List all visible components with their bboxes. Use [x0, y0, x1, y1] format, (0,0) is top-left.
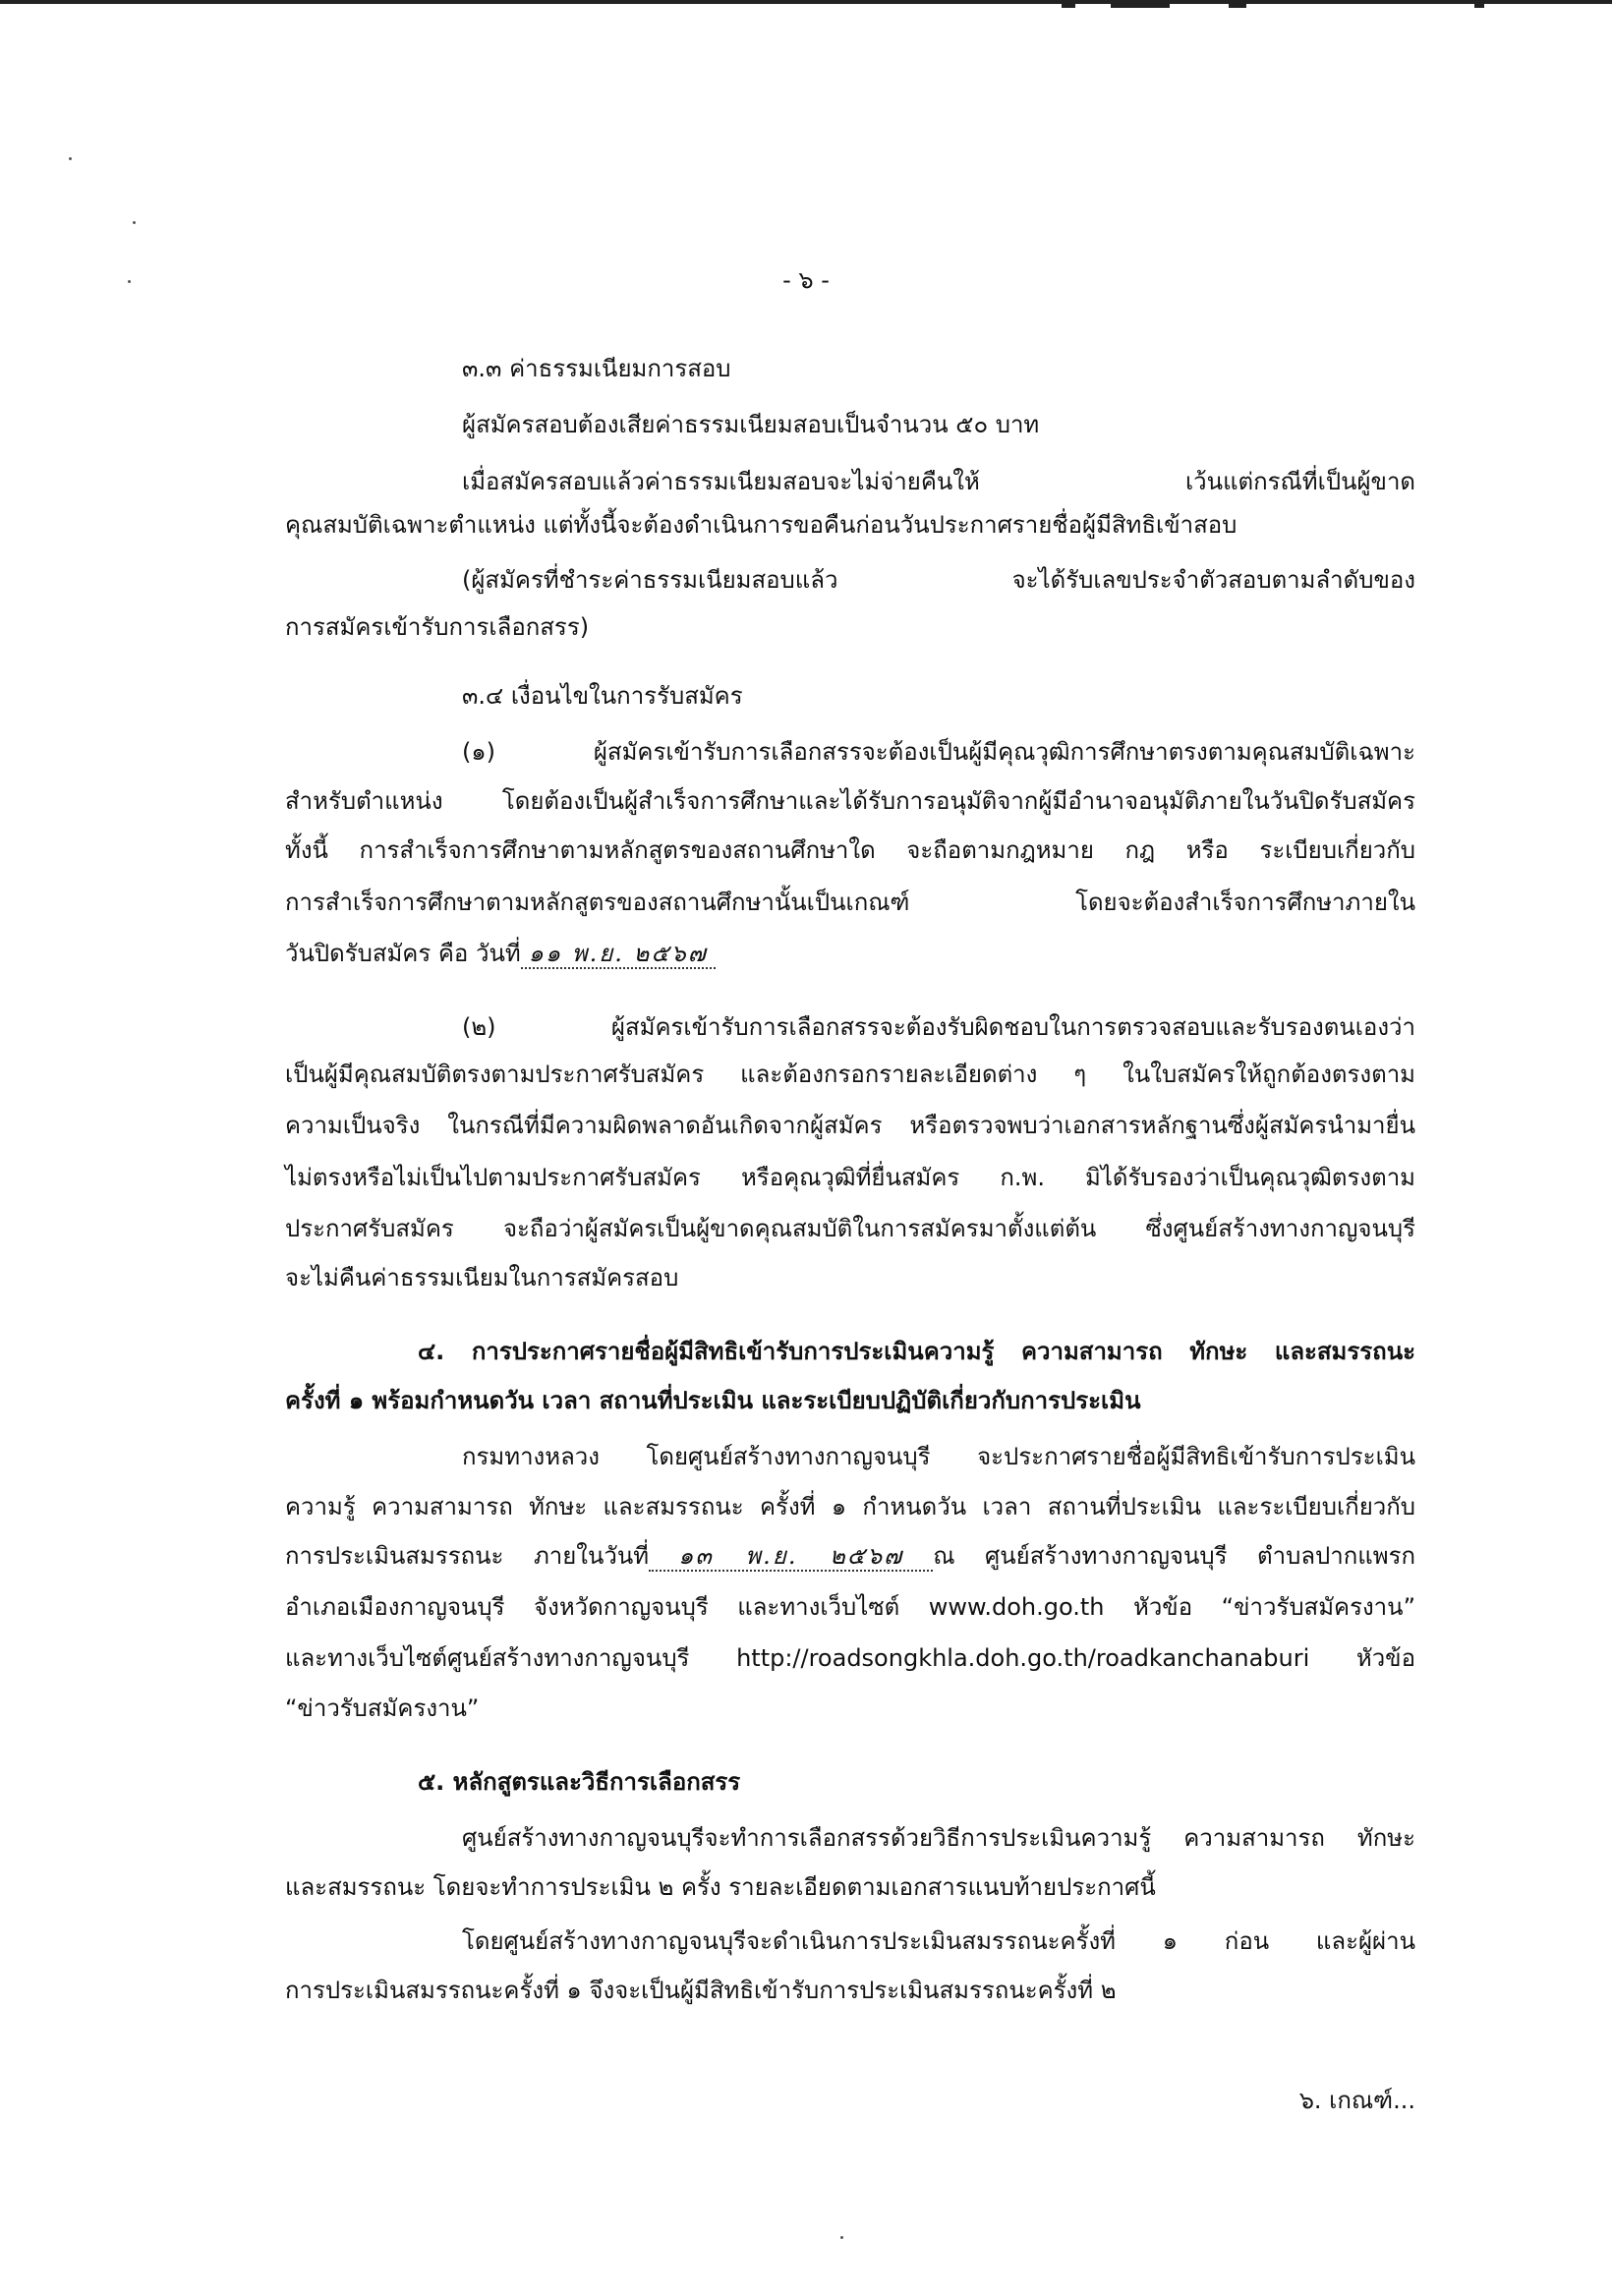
s34-c2-line4: ไม่ตรงหรือไม่เป็นไปตามประกาศรับสมัคร หรือคุณวุฒิที่ยื่นสมัคร ก.พ. มิได้รับรองว่าเป็นคุณวุฒิตรงตาม [285, 1164, 1415, 1191]
s4-line3-text-post: ณ ศูนย์สร้างทางกาญจนบุรี ตำบลปากแพรก [933, 1542, 1415, 1570]
s5-p1-line2: และสมรรถนะ โดยจะทำการประเมิน ๒ ครั้ง รายละเอียดตามเอกสารแนบท้ายประกาศนี้ [285, 1873, 1156, 1901]
s34-c1-line2: สำหรับตำแหน่ง โดยต้องเป็นผู้สำเร็จการศึกษาและได้รับการอนุมัติจากผู้มีอำนาจอนุมัติภายในวันปิดรับสมัคร [285, 787, 1415, 815]
s34-c2-line2: เป็นผู้มีคุณสมบัติตรงตามประกาศรับสมัคร และต้องกรอกรายละเอียดต่าง ๆ ในใบสมัครให้ถูกต้องตรงตาม [285, 1061, 1415, 1088]
s4-line6: “ข่าวรับสมัครงาน” [285, 1694, 480, 1722]
s5-p1-line1: ศูนย์สร้างทางกาญจนบุรีจะทำการเลือกสรรด้วยวิธีการประเมินความรู้ ความสามารถ ทักษะ [462, 1824, 1415, 1852]
s4-line5: และทางเว็บไซต์ศูนย์สร้างทางกาญจนบุรี http://roadsongkhla.doh.go.th/roadkanchanaburi หัวข้อ [285, 1644, 1415, 1672]
s34-c2-line3: ความเป็นจริง ในกรณีที่มีความผิดพลาดอันเกิดจากผู้สมัคร หรือตรวจพบว่าเอกสารหลักฐานซึ่งผู้สมัครนำมายื่น [285, 1112, 1415, 1139]
handwritten-closing-date: ๑๑ พ.ย. ๒๕๖๗ [521, 940, 716, 969]
section-4-heading-line2: ครั้งที่ ๑ พร้อมกำหนดวัน เวลา สถานที่ประเมิน และระเบียบปฏิบัติเกี่ยวกับการประเมิน [285, 1387, 1141, 1414]
s34-c1-line4: การสำเร็จการศึกษาตามหลักสูตรของสถานศึกษานั้นเป็นเกณฑ์ โดยจะต้องสำเร็จการศึกษาภายใน [285, 889, 1415, 916]
s34-c1-line5 [285, 934, 1415, 973]
s4-line1: กรมทางหลวง โดยศูนย์สร้างทางกาญจนบุรี จะประกาศรายชื่อผู้มีสิทธิเข้ารับการประเมิน [462, 1443, 1415, 1470]
section-5-heading: ๕. หลักสูตรและวิธีการเลือกสรร [418, 1768, 741, 1796]
page-number: - ๖ - [782, 266, 830, 294]
section-3-4-heading: ๓.๔ เงื่อนไขในการรับสมัคร [462, 682, 743, 710]
section-3-3-heading: ๓.๓ ค่าธรรมเนียมการสอบ [462, 355, 731, 382]
s4-line3-text-pre: การประเมินสมรรถนะ ภายในวันที่ [285, 1542, 650, 1570]
scan-mark [1062, 0, 1075, 8]
s4-line3 [285, 1536, 1415, 1576]
scan-mark [1111, 0, 1170, 8]
s5-p2-line1: โดยศูนย์สร้างทางกาญจนบุรีจะดำเนินการประเมินสมรรถนะครั้งที่ ๑ ก่อน และผู้ผ่าน [462, 1927, 1415, 1955]
s34-c1-line5-text: วันปิดรับสมัคร คือ วันที่ [285, 940, 521, 967]
s5-p2-line2: การประเมินสมรรถนะครั้งที่ ๑ จึงจะเป็นผู้มีสิทธิเข้ารับการประเมินสมรรถนะครั้งที่ ๒ [285, 1977, 1117, 2004]
scan-speck [133, 221, 136, 224]
scan-mark [1229, 0, 1246, 8]
s34-c2-line1: (๒) ผู้สมัครเข้ารับการเลือกสรรจะต้องรับผิดชอบในการตรวจสอบและรับรองตนเองว่า [462, 1013, 1415, 1041]
s4-line2: ความรู้ ความสามารถ ทักษะ และสมรรถนะ ครั้งที่ ๑ กำหนดวัน เวลา สถานที่ประเมิน และระเบียบเกี่ยวกับ [285, 1493, 1415, 1521]
s33-fee-text: ผู้สมัครสอบต้องเสียค่าธรรมเนียมสอบเป็นจำนวน ๕๐ บาท [462, 411, 1040, 438]
s33-note-line2: การสมัครเข้ารับการเลือกสรร) [285, 613, 590, 641]
s34-c1-line1: (๑) ผู้สมัครเข้ารับการเลือกสรรจะต้องเป็นผู้มีคุณวุฒิการศึกษาตรงตามคุณสมบัติเฉพาะ [462, 738, 1415, 766]
s33-refund-line1: เมื่อสมัครสอบแล้วค่าธรรมเนียมสอบจะไม่จ่ายคืนให้ เว้นแต่กรณีที่เป็นผู้ขาด [462, 468, 1415, 495]
scan-speck [69, 157, 72, 160]
s33-note-line1: (ผู้สมัครที่ชำระค่าธรรมเนียมสอบแล้ว จะได้รับเลขประจำตัวสอบตามลำดับของ [462, 566, 1415, 594]
scan-top-border [0, 0, 1612, 4]
scan-mark [1474, 0, 1484, 8]
s34-c2-line6: จะไม่คืนค่าธรรมเนียมในการสมัครสอบ [285, 1264, 679, 1292]
s4-line4: อำเภอเมืองกาญจนบุรี จังหวัดกาญจนบุรี และทางเว็บไซต์ www.doh.go.th หัวข้อ “ข่าวรับสมัครงาน” [285, 1593, 1415, 1621]
handwritten-announcement-date: ๑๓ พ.ย. ๒๕๖๗ [649, 1542, 933, 1572]
s34-c2-line5: ประกาศรับสมัคร จะถือว่าผู้สมัครเป็นผู้ขาดคุณสมบัติในการสมัครมาตั้งแต่ต้น ซึ่งศูนย์สร้างทางกาญจนบุรี [285, 1215, 1415, 1242]
s34-c1-line3: ทั้งนี้ การสำเร็จการศึกษาตามหลักสูตรของสถานศึกษาใด จะถือตามกฎหมาย กฎ หรือ ระเบียบเกี่ยวกับ [285, 836, 1415, 864]
next-page-reference: ๖. เกณฑ์... [1298, 2087, 1415, 2114]
scan-speck [840, 2236, 843, 2239]
section-4-heading-line1: ๔. การประกาศรายชื่อผู้มีสิทธิเข้ารับการประเมินความรู้ ความสามารถ ทักษะ และสมรรถนะ [418, 1338, 1415, 1365]
s33-refund-line2: คุณสมบัติเฉพาะตำแหน่ง แต่ทั้งนี้จะต้องดำเนินการขอคืนก่อนวันประกาศรายชื่อผู้มีสิทธิเข้าสอบ [285, 511, 1238, 539]
